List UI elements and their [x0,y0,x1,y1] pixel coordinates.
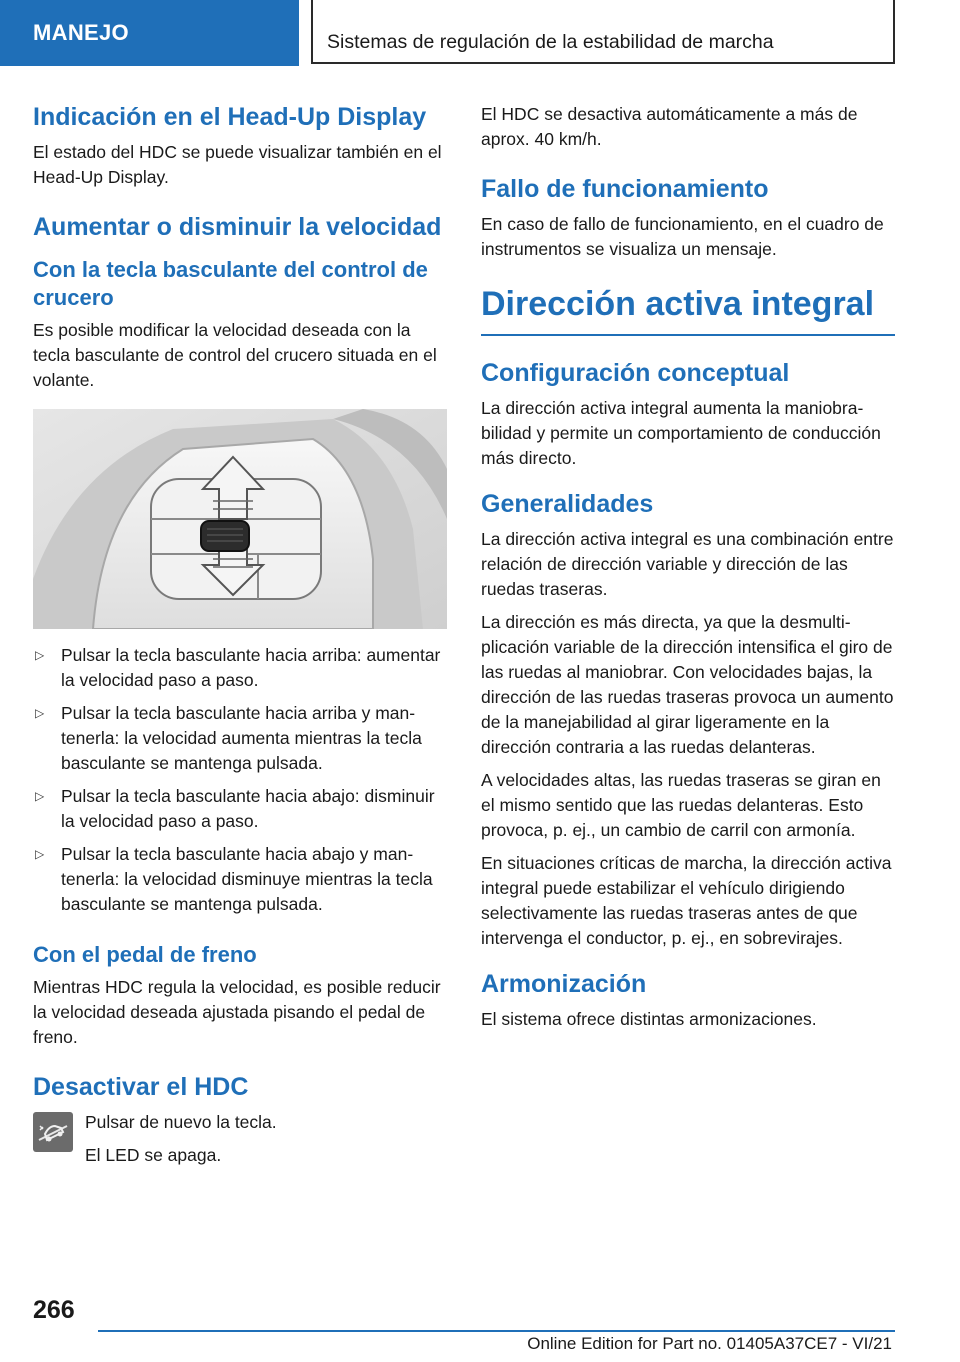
paragraph-press-again: Pulsar de nuevo la tecla. [85,1112,277,1132]
paragraph-head-up-display: El estado del HDC se puede visualizar también en el Head-Up Display. [33,142,442,187]
paragraph-malfunction: En caso de fallo de funcionamiento, en el cuadro de instrumentos se visualiza un mensaje. [481,214,884,259]
section-title: Sistemas de regulación de la estabilidad de marcha [311,0,895,64]
triangle-bullet-icon: ▷ [35,648,45,662]
heading-adjust-speed: Aumentar o disminuir la velocidad [33,213,442,241]
heading-brake-pedal: Con el pedal de freno [33,942,257,967]
heading-rocker-switch: Con la tecla basculante del control de crucero [33,257,428,310]
steering-wheel-rocker-image [33,409,447,629]
right-column [481,102,895,1040]
heading-head-up-display: Indicación en el Head-Up Display [33,103,427,131]
paragraph-rocker-switch: Es posible modificar la velocidad deseada con la tecla basculante de control del crucero situada en el volante. [33,320,437,390]
list-item: ▷ Pulsar la tecla basculante hacia abajo: disminuir la velocidad paso a paso. [35,786,435,831]
paragraph-concept: La dirección activa integral aumenta la maniobrabilidad y permite un comportamiento de conducción más directo. [481,398,881,468]
heading-concept: Configuración conceptual [481,359,790,387]
paragraph-general-2: La dirección es más directa, ya que la desmultiplicación variable de la dirección intensifica el giro de las ruedas al maniobrar. Con velocidades bajas, la dirección de las ruedas traseras provoca un aumento de la manejabilidad al girar ligeramente en la dirección contraria a las ruedas delanteras. [481,612,894,757]
footer-rule [98,1330,895,1332]
edition-text: Online Edition for Part no. 01405A37CE7 - VI/21 [527,1334,892,1353]
paragraph-auto-deactivate: El HDC se desactiva automáticamente a más de aprox. 40 km/h. [481,104,858,149]
list-item: ▷ Pulsar la tecla basculante hacia arriba y mantenerla: la velocidad aumenta mientras la tecla basculante se mantenga pulsada. [35,703,422,773]
heading-malfunction: Fallo de funcionamiento [481,175,769,203]
chapter-tab: MANEJO [0,0,299,66]
heading-general: Generalidades [481,490,654,518]
triangle-bullet-icon: ▷ [35,847,45,861]
paragraph-harmonization: El sistema ofrece distintas armonizaciones. [481,1009,817,1029]
heading-harmonization: Armonización [481,970,647,998]
paragraph-general-1: La dirección activa integral es una combinación entre relación de dirección variable y dirección de las ruedas traseras. [481,529,894,599]
deactivate-hdc-row [33,1110,447,1176]
paragraph-led-off: El LED se apaga. [85,1145,222,1165]
paragraph-general-4: En situaciones críticas de marcha, la dirección activa integral puede estabilizar el vehículo dirigiendo selectivamente las ruedas traseras antes de que intervenga el conductor, p. ej., en sobrevirajes. [481,853,892,948]
triangle-bullet-icon: ▷ [35,706,45,720]
left-column [33,102,447,1176]
hdc-car-icon [33,1112,73,1152]
list-item: ▷ Pulsar la tecla basculante hacia abajo y mantenerla: la velocidad disminuye mientras la tecla basculante se mantenga pulsada. [35,844,433,914]
triangle-bullet-icon: ▷ [35,789,45,803]
paragraph-general-3: A velocidades altas, las ruedas traseras se giran en el mismo sentido que las ruedas delanteras. Esto provoca, p. ej., un cambio de carril con armonía. [481,770,881,840]
chapter-title-rule [481,284,895,336]
heading-deactivate-hdc: Desactivar el HDC [33,1073,249,1101]
page-number: 266 [33,1296,75,1324]
list-item: ▷ Pulsar la tecla basculante hacia arriba: aumentar la velocidad paso a paso. [35,645,441,690]
heading-integral-active-steering: Dirección activa integral [481,285,875,323]
paragraph-brake-pedal: Mientras HDC regula la velocidad, es posible reducir la velocidad deseada ajustada pisando el pedal de freno. [33,977,441,1047]
bullet-list-rocker [33,643,447,917]
